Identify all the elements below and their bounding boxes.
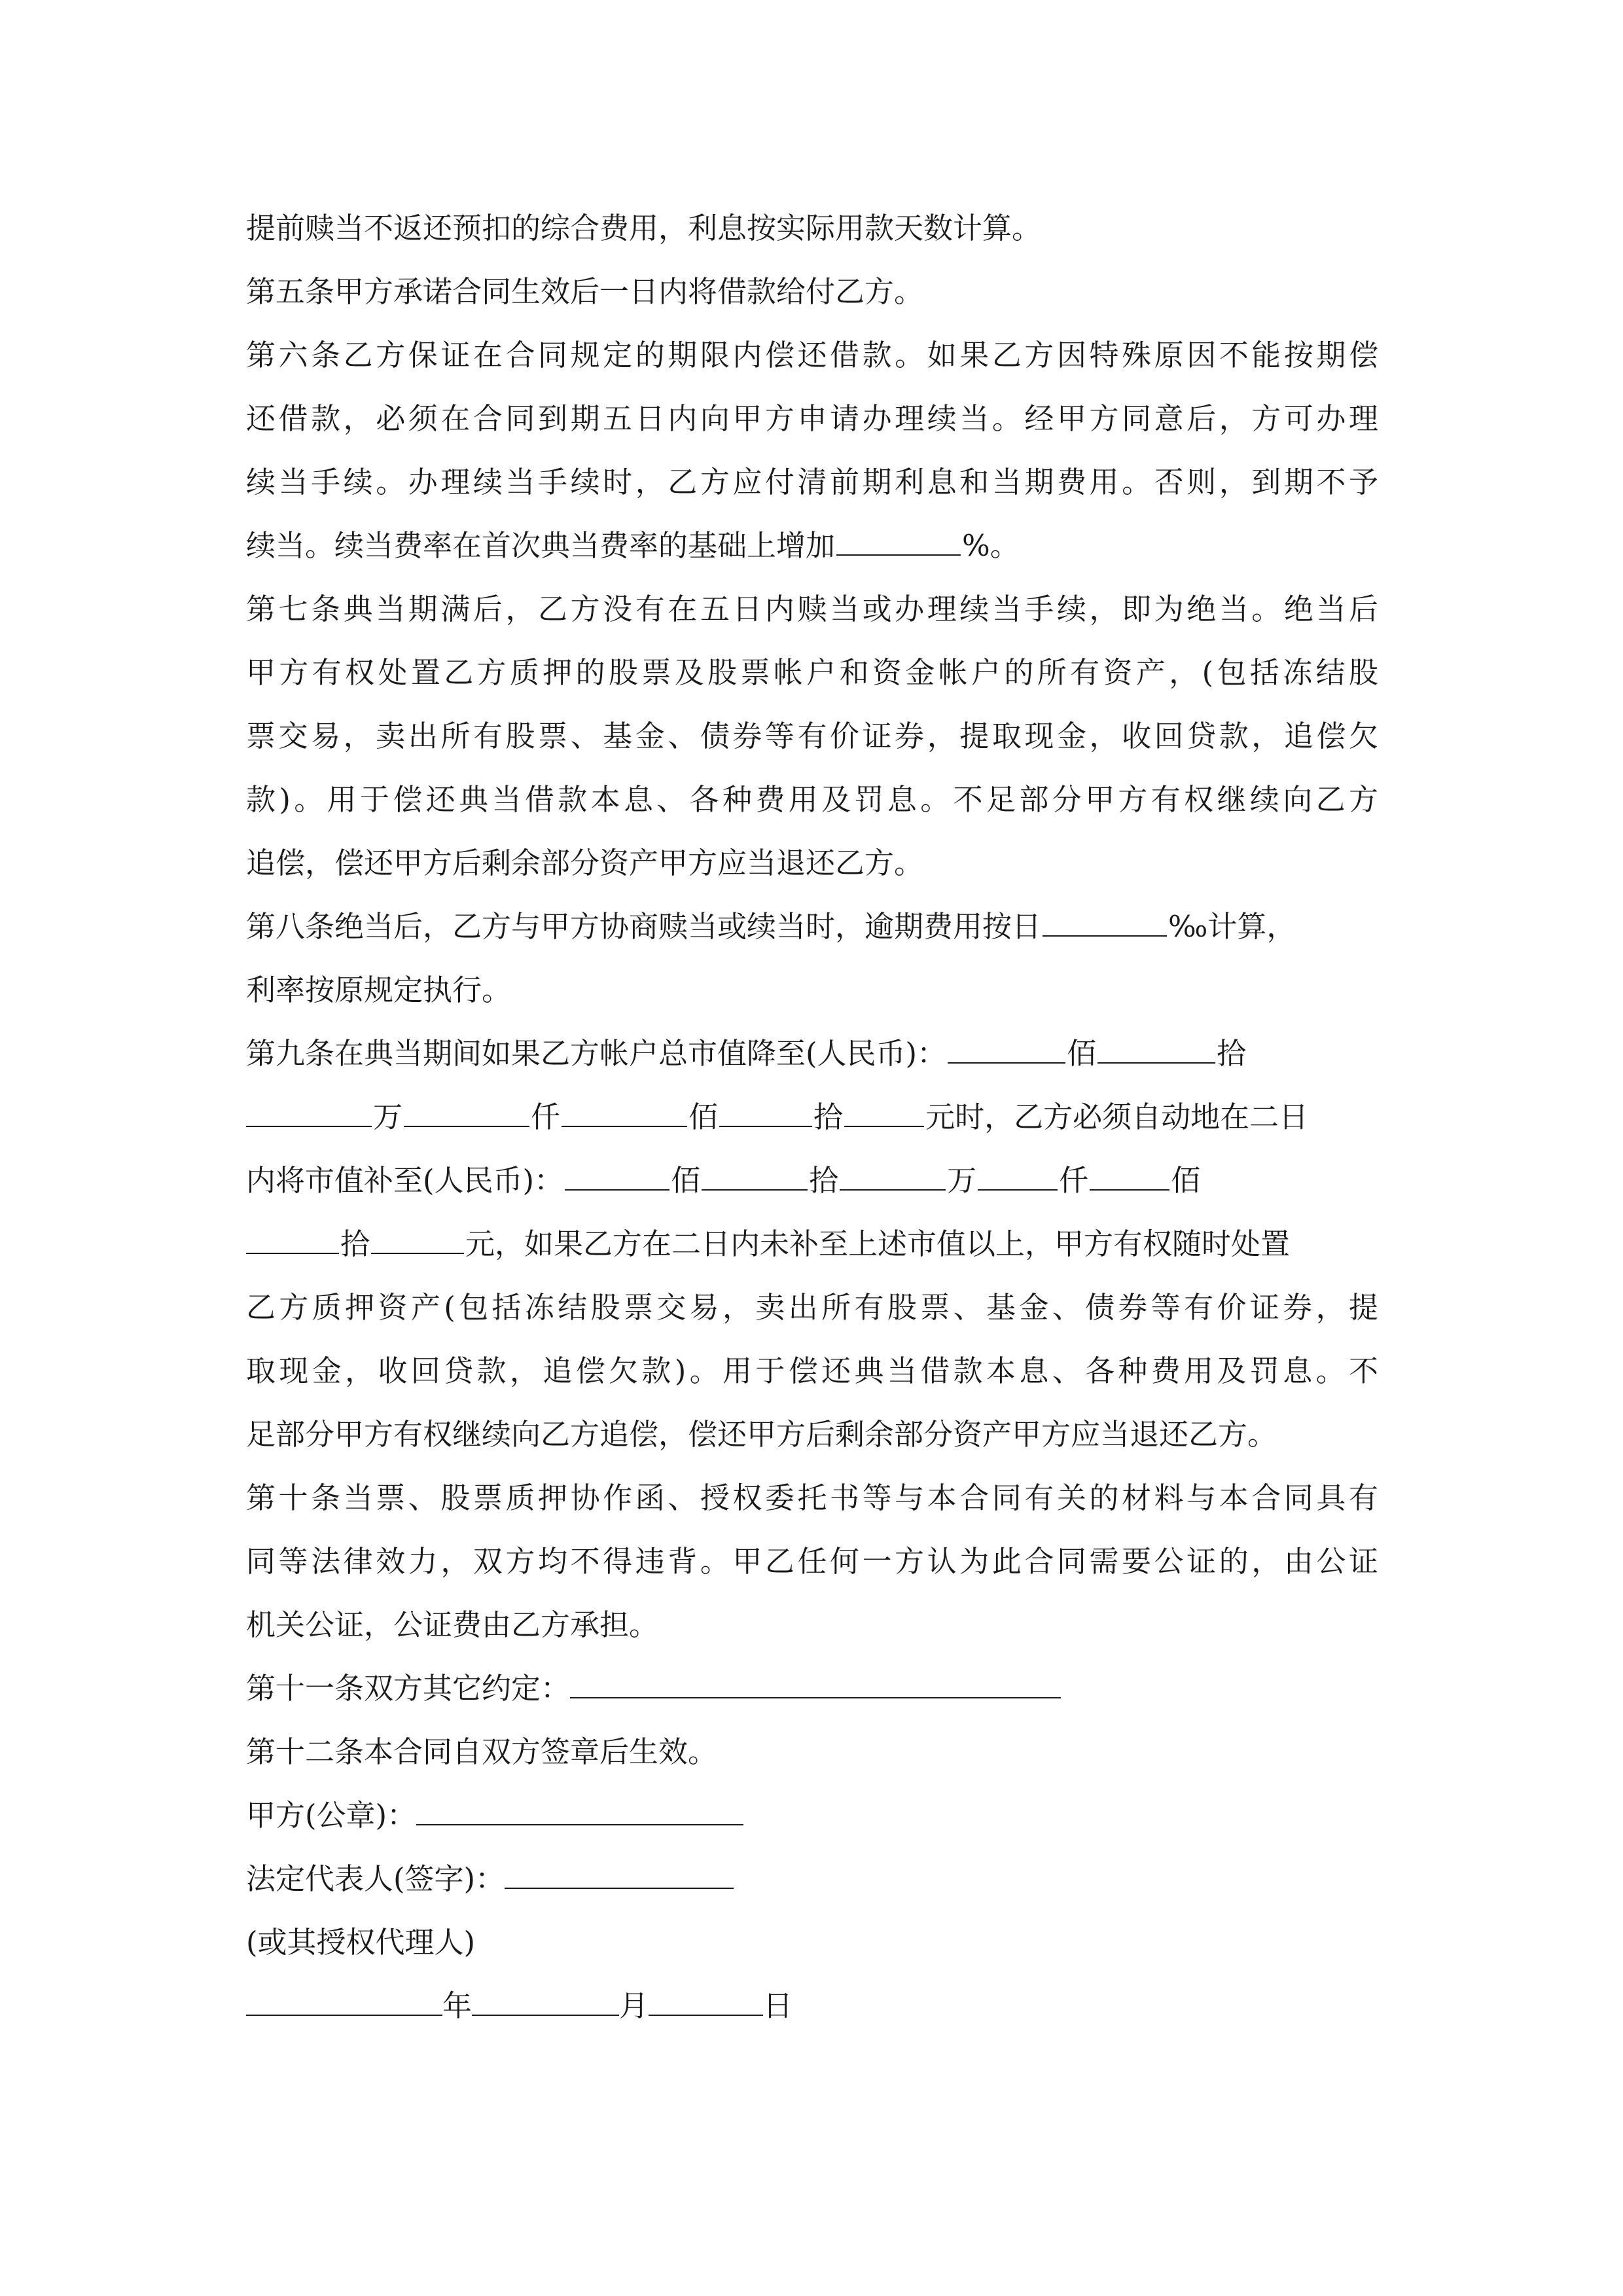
overdue-fee-blank[interactable] <box>1043 909 1167 937</box>
amount-blank-7[interactable] <box>844 1100 924 1127</box>
amount-blank-14[interactable] <box>371 1227 464 1254</box>
article-8-line-1 <box>246 895 1378 958</box>
amount-blank-1[interactable] <box>948 1036 1065 1064</box>
text-line-6b: %。 <box>962 528 1020 563</box>
article-9-line-6 <box>246 1339 1378 1403</box>
text-line-13: 利率按原规定执行。 <box>246 973 512 1007</box>
amount-blank-13[interactable] <box>246 1227 339 1254</box>
article-9-line-7 <box>246 1403 1378 1466</box>
amount-blank-4[interactable] <box>404 1100 529 1127</box>
article-8-line-2 <box>246 958 1378 1022</box>
article-6-line-3 <box>246 450 1378 514</box>
text-line-21: 第十条当票、股票质押协作函、授权委托书等与本合同有关的材料与本合同具有 <box>246 1480 1378 1515</box>
text-line-19: 取现金，收回贷款，追偿欠款)。用于偿还典当借款本息、各种费用及罚息。不 <box>246 1354 1378 1388</box>
authorized-agent <box>246 1910 1378 1974</box>
text-line-14a: 第九条在典当期间如果乙方帐户总市值降至(人民币)： <box>246 1036 947 1071</box>
unit-shi: 拾 <box>1217 1036 1247 1071</box>
article-6-line-1 <box>246 323 1378 387</box>
year-label: 年 <box>442 1988 473 2023</box>
text-line-12b: ‰计算， <box>1168 909 1296 944</box>
article-10-line-2 <box>246 1530 1378 1593</box>
article-11 <box>246 1657 1378 1720</box>
text-line-9: 票交易，卖出所有股票、基金、债券等有价证券，提取现金，收回贷款，追偿欠 <box>246 719 1378 753</box>
day-label: 日 <box>763 1988 793 2023</box>
article-10-line-1 <box>246 1466 1378 1530</box>
unit-bai: 佰 <box>1067 1036 1097 1071</box>
article-7-line-5 <box>246 831 1378 895</box>
unit-shi: 拾 <box>813 1100 844 1134</box>
date-line <box>246 1974 1378 2037</box>
unit-wan: 万 <box>947 1163 977 1198</box>
unit-shi: 拾 <box>809 1163 839 1198</box>
signature-blank[interactable] <box>505 1861 734 1889</box>
amount-blank-6[interactable] <box>719 1100 812 1127</box>
article-10-line-3 <box>246 1593 1378 1657</box>
day-blank[interactable] <box>649 1988 763 2016</box>
article-9-line-2 <box>246 1085 1378 1149</box>
unit-qian: 仟 <box>531 1100 561 1134</box>
unit-bai: 佰 <box>1171 1163 1201 1198</box>
other-terms-blank[interactable] <box>570 1671 1061 1698</box>
party-a-seal <box>246 1784 1378 1847</box>
amount-blank-9[interactable] <box>702 1163 808 1191</box>
article-6-line-2 <box>246 387 1378 450</box>
text-line-5: 续当手续。办理续当手续时，乙方应付清前期利息和当期费用。否则，到期不予 <box>246 465 1378 499</box>
article-12 <box>246 1720 1378 1784</box>
article-5 <box>246 260 1378 323</box>
amount-blank-12[interactable] <box>1090 1163 1169 1191</box>
text-line-22: 同等法律效力，双方均不得违背。甲乙任何一方认为此合同需要公证的，由公证 <box>246 1544 1378 1579</box>
text-line-23: 机关公证，公证费由乙方承担。 <box>246 1607 659 1642</box>
text-line-8: 甲方有权处置乙方质押的股票及股票帐户和资金帐户的所有资产，(包括冻结股 <box>246 655 1378 690</box>
text-line-25: 第十二条本合同自双方签章后生效。 <box>246 1734 718 1769</box>
text-line-7: 第七条典当期满后，乙方没有在五日内赎当或办理续当手续，即为绝当。绝当后 <box>246 592 1378 626</box>
text-line-18: 乙方质押资产(包括冻结股票交易，卖出所有股票、基金、债券等有价证券，提 <box>246 1290 1378 1325</box>
text-line-16a: 内将市值补至(人民币)： <box>246 1163 564 1198</box>
unit-shi: 拾 <box>340 1227 370 1261</box>
month-label: 月 <box>619 1988 649 2023</box>
text-line-17b: 元，如果乙方在二日内未补至上述市值以上，甲方有权随时处置 <box>465 1227 1291 1261</box>
article-9-line-5 <box>246 1276 1378 1339</box>
text-line-3: 第六条乙方保证在合同规定的期限内偿还借款。如果乙方因特殊原因不能按期偿 <box>246 338 1378 372</box>
unit-bai: 佰 <box>688 1100 719 1134</box>
text-line-11: 追偿，偿还甲方后剩余部分资产甲方应当退还乙方。 <box>246 846 924 880</box>
unit-bai: 佰 <box>671 1163 701 1198</box>
text-line-12a: 第八条绝当后，乙方与甲方协商赎当或续当时，逾期费用按日 <box>246 909 1042 944</box>
article-7-line-1 <box>246 577 1378 641</box>
amount-blank-11[interactable] <box>978 1163 1058 1191</box>
amount-blank-2[interactable] <box>1097 1036 1215 1064</box>
text-line-10: 款)。用于偿还典当借款本息、各种费用及罚息。不足部分甲方有权继续向乙方 <box>246 782 1378 817</box>
unit-wan: 万 <box>373 1100 403 1134</box>
text-line-2: 第五条甲方承诺合同生效后一日内将借款给付乙方。 <box>246 274 924 309</box>
contract-page <box>246 196 1378 2037</box>
month-blank[interactable] <box>472 1988 619 2016</box>
unit-qian: 仟 <box>1059 1163 1089 1198</box>
article-6-line-4 <box>246 514 1378 577</box>
legal-representative <box>246 1847 1378 1910</box>
text-line-20: 足部分甲方有权继续向乙方追偿，偿还甲方后剩余部分资产甲方应当退还乙方。 <box>246 1417 1277 1452</box>
amount-blank-8[interactable] <box>565 1163 669 1191</box>
amount-blank-3[interactable] <box>246 1100 372 1127</box>
year-blank[interactable] <box>246 1988 442 2016</box>
party-a-seal-blank[interactable] <box>416 1798 743 1825</box>
article-9-line-4 <box>246 1212 1378 1276</box>
text-line-24: 第十一条双方其它约定： <box>246 1671 571 1706</box>
amount-blank-10[interactable] <box>840 1163 946 1191</box>
amount-blank-5[interactable] <box>562 1100 687 1127</box>
renewal-rate-blank[interactable] <box>836 528 961 556</box>
article-9-line-3 <box>246 1149 1378 1212</box>
article-7-line-2 <box>246 641 1378 704</box>
text-line-1: 提前赎当不返还预扣的综合费用，利息按实际用款天数计算。 <box>246 211 1042 245</box>
text-line-27: 法定代表人(签字)： <box>246 1861 505 1896</box>
text-line-15e: 元时，乙方必须自动地在二日 <box>925 1100 1309 1134</box>
paragraph-line <box>246 196 1378 260</box>
text-line-6a: 续当。续当费率在首次典当费率的基础上增加 <box>246 528 836 563</box>
text-line-28: (或其授权代理人) <box>246 1925 476 1960</box>
text-line-26: 甲方(公章)： <box>246 1798 417 1833</box>
article-7-line-4 <box>246 768 1378 831</box>
article-9-line-1 <box>246 1022 1378 1085</box>
article-7-line-3 <box>246 704 1378 768</box>
text-line-4: 还借款，必须在合同到期五日内向甲方申请办理续当。经甲方同意后，方可办理 <box>246 401 1378 436</box>
